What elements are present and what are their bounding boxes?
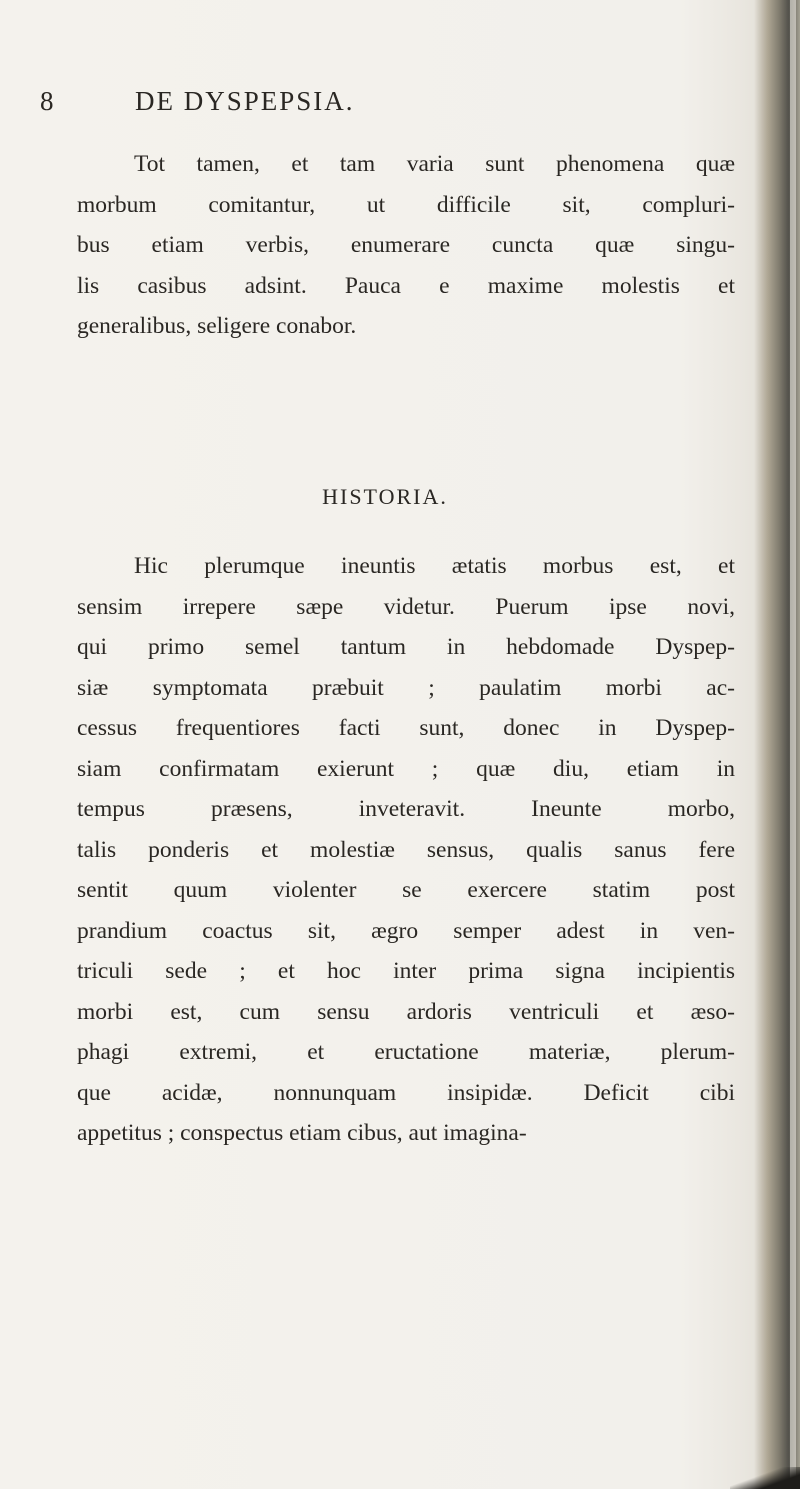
text-line: tempus præsens, inveteravit. Ineunte morbo, — [77, 796, 735, 822]
text-line: bus etiam verbis, enumerare cuncta quæ singu- — [77, 232, 735, 258]
text-line: triculi sede ; et hoc inter prima signa incipientis — [77, 958, 735, 984]
text-line: Tot tamen, et tam varia sunt phenomena quæ — [134, 151, 735, 177]
text-line: prandium coactus sit, ægro semper adest in ven- — [77, 917, 735, 944]
paragraph-historia — [77, 546, 735, 1154]
running-title: DE DYSPEPSIA. — [135, 86, 355, 116]
text-line: generalibus, seligere conabor. — [77, 313, 357, 339]
page-number: 8 — [40, 86, 55, 116]
text-line: appetitus ; conspectus etiam cibus, aut imagina- — [77, 1120, 527, 1146]
running-header — [40, 86, 740, 122]
text-line: siæ symptomata præbuit ; paulatim morbi ac- — [77, 674, 735, 701]
text-line: morbum comitantur, ut difficile sit, compluri- — [77, 191, 735, 218]
corner-mark — [730, 1467, 800, 1489]
text-line: sentit quum violenter se exercere statim post — [77, 877, 735, 903]
text-line: que acidæ, nonnunquam insipidæ. Deficit cibi — [77, 1079, 735, 1106]
text-line: lis casibus adsint. Pauca e maxime molestis et — [77, 272, 735, 299]
text-line: morbi est, cum sensu ardoris ventriculi et æso- — [77, 998, 735, 1025]
section-heading: HISTORIA. — [322, 484, 448, 509]
text-line: Hic plerumque ineuntis ætatis morbus est, et — [134, 553, 735, 579]
text-line: qui primo semel tantum in hebdomade Dyspep- — [77, 634, 735, 660]
text-line: cessus frequentiores facti sunt, donec in Dyspep- — [77, 715, 735, 741]
text-line: sensim irrepere sæpe videtur. Puerum ipse novi, — [77, 593, 735, 620]
text-line: talis ponderis et molestiæ sensus, qualis sanus fere — [77, 836, 735, 863]
text-line: siam confirmatam exierunt ; quæ diu, etiam in — [77, 755, 735, 782]
page-edge-highlight — [790, 0, 796, 1489]
paragraph-intro — [77, 144, 735, 347]
text-line: phagi extremi, et eructatione materiæ, plerum- — [77, 1039, 735, 1065]
